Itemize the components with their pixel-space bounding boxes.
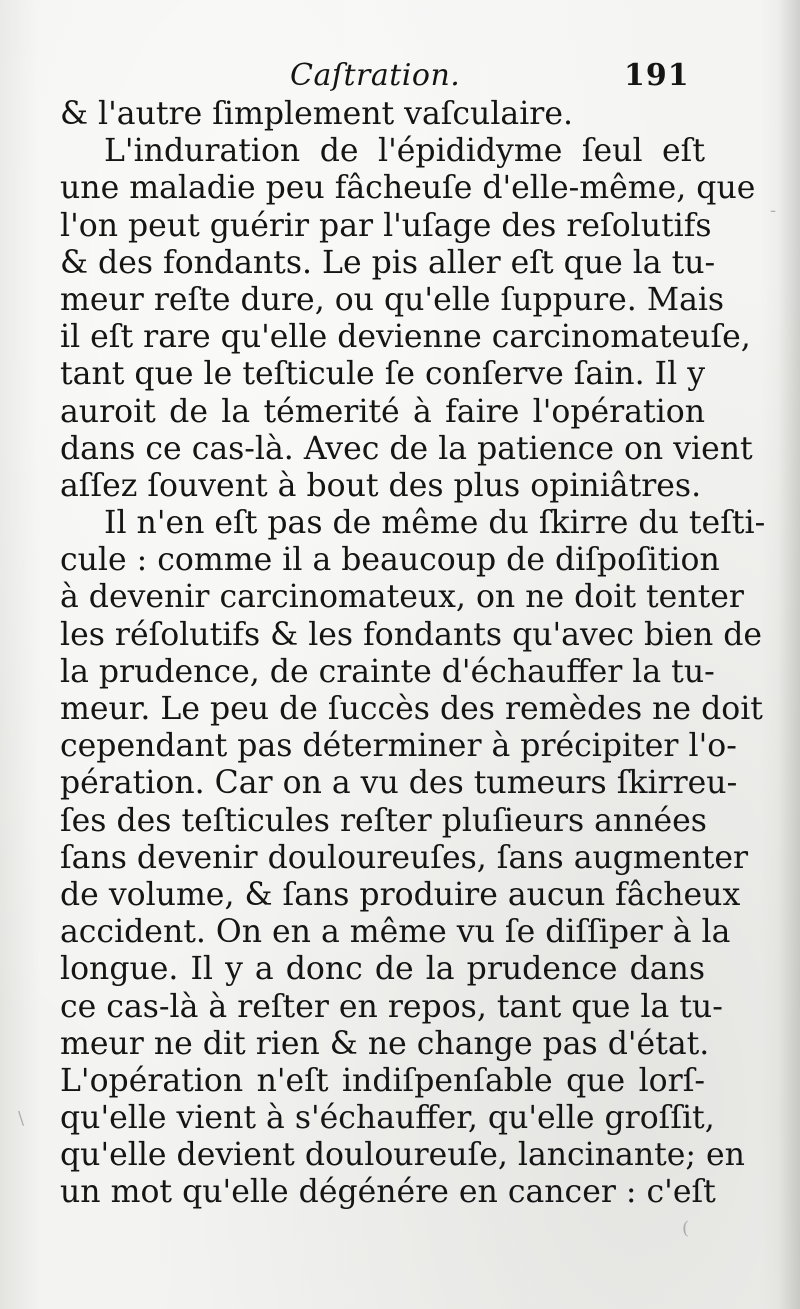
print-mark: ( [682,1218,690,1239]
paragraph-start-line: Il n'en eſt pas de même du ſkirre du teſti- [104,505,766,542]
text-line: qu'elle devient douloureuſe, lancinante; en [60,1137,745,1174]
text-line: une maladie peu fâcheuſe d'elle-même, que [60,170,756,207]
running-head: Caſtration. [290,58,461,93]
text-line: les réſolutifs & les fondants qu'avec bien de [60,616,763,653]
text-line: meur reſte dure, ou qu'elle ſuppure. Mais [60,281,725,318]
text-line: & des fondants. Le pis aller eſt que la tu- [60,244,716,281]
text-line: qu'elle vient à s'échauffer, qu'elle groſſit, [60,1100,715,1137]
text-line: meur ne dit rien & ne change pas d'état. [60,1025,710,1062]
paragraph-start-line: L'induration de l'épididyme ſeul eſt [104,133,705,170]
text-line: la prudence, de crainte d'échauffer la tu- [60,653,715,690]
text-line: L'opération n'eſt indiſpenſable que lorſ- [60,1062,705,1099]
text-line: ſes des teſticules reſter pluſieurs années [60,802,707,839]
text-line: tant que le teſticule ſe conſerve ſain. Il y [60,356,705,393]
body-text [60,96,766,1212]
text-line: dans ce cas-là. Avec de la patience on vient [60,430,753,467]
text-line: pération. Car on a vu des tumeurs ſkirreu- [60,765,738,802]
text-line: longue. Il y a donc de la prudence dans [60,951,705,988]
text-line: auroit de la témerité à faire l'opération [60,393,705,430]
page-header [0,58,800,98]
text-line: ce cas-là à reſter en repos, tant que la tu- [60,988,723,1025]
text-line: meur. Le peu de ſuccès des remèdes ne doit [60,691,763,727]
text-line: ſans devenir douloureuſes, ſans augmenter [60,839,749,876]
page-edge-shadow [778,0,800,1309]
text-line: l'on peut guérir par l'uſage des reſolutifs [60,207,712,244]
text-line: accident. On en a même vu ſe diſſiper à la [60,914,731,951]
text-line: un mot qu'elle dégénére en cancer : c'eſt [60,1174,716,1211]
print-mark: - [770,200,777,221]
text-line: à devenir carcinomateux, on ne doit tenter [60,579,744,616]
text-line: & l'autre ſimplement vaſculaire. [60,96,573,132]
text-line: cependant pas déterminer à précipiter l'o- [60,728,737,765]
text-line: de volume, & ſans produire aucun fâcheux [60,876,741,913]
print-mark: \ [18,1108,25,1129]
page-number: 191 [624,58,690,93]
text-line: cule : comme il a beaucoup de diſpoſition [60,542,720,579]
text-line: il eſt rare qu'elle devienne carcinomateuſe, [60,319,751,356]
text-line: aſſez ſouvent à bout des plus opiniâtres. [60,467,702,504]
